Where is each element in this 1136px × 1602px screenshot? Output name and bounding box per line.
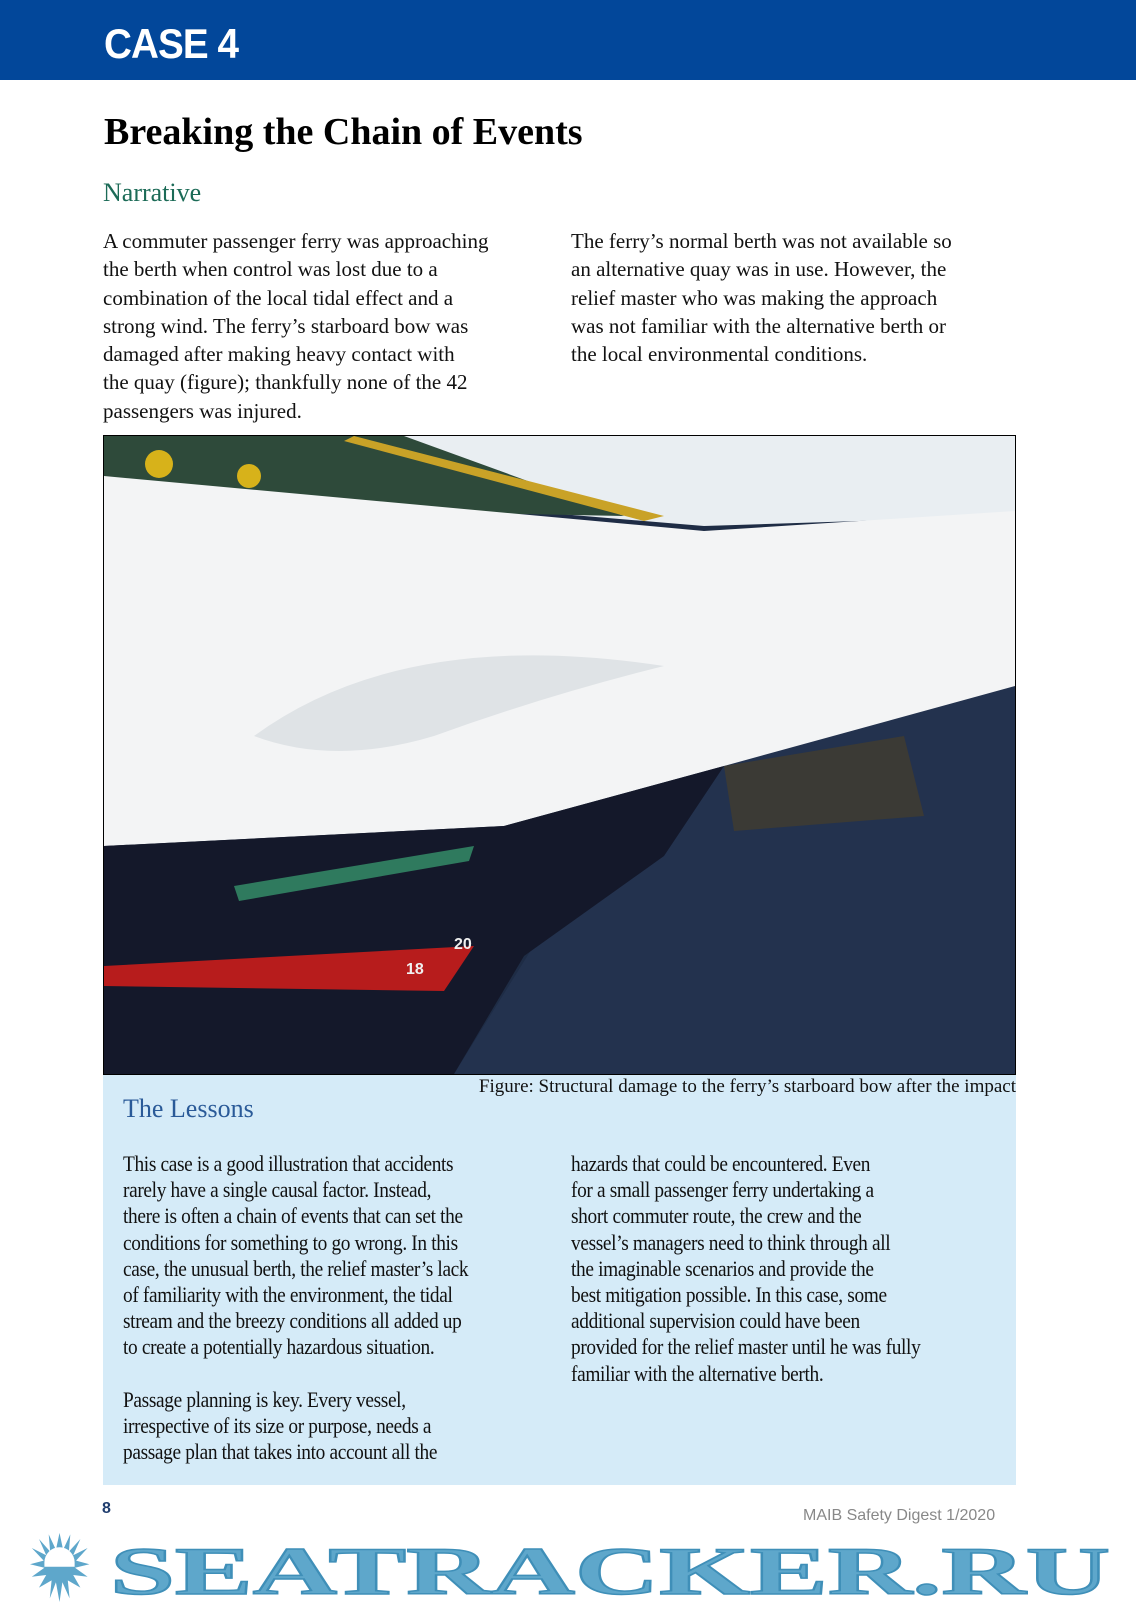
- text-line: familiar with the alternative berth.: [571, 1360, 824, 1386]
- ferry-bow-damage-photo: [103, 435, 1016, 1075]
- figure-caption: Figure: Structural damage to the ferry’s starboard bow after the impact: [478, 1076, 1016, 1097]
- text-line: relief master who was making the approach: [571, 285, 938, 310]
- text-line: strong wind. The ferry’s starboard bow was: [103, 313, 469, 338]
- text-line: A commuter passenger ferry was approaching: [103, 229, 489, 253]
- lessons-column-1: [123, 1151, 468, 1465]
- text-line: an alternative quay was in use. However, the: [571, 257, 947, 282]
- text-line: additional supervision could have been: [571, 1308, 860, 1334]
- text-line: the local environmental conditions.: [571, 342, 868, 367]
- text-line: of familiarity with the environment, the tidal: [123, 1282, 453, 1308]
- text-line: there is often a chain of events that can set the: [123, 1203, 463, 1229]
- narrative-column-2: [571, 227, 952, 368]
- lessons-heading: The Lessons: [123, 1094, 254, 1123]
- narrative-column-1: [103, 227, 488, 425]
- text-line: The ferry’s normal berth was not available so: [571, 229, 952, 253]
- text-line: the imaginable scenarios and provide the: [571, 1255, 874, 1281]
- narrative-heading: Narrative: [103, 178, 202, 207]
- text-line: short commuter route, the crew and the: [571, 1203, 862, 1229]
- text-line: case, the unusual berth, the relief master’s lack: [123, 1255, 469, 1281]
- lessons-column-2: [571, 1151, 920, 1387]
- text-line: was not familiar with the alternative berth or: [571, 313, 946, 338]
- article-title: Breaking the Chain of Events: [104, 111, 583, 153]
- page-number: 8: [102, 1500, 111, 1517]
- draft-mark-18: 18: [406, 961, 424, 978]
- text-line: stream and the breezy conditions all added up: [123, 1308, 462, 1334]
- text-line: rarely have a single causal factor. Instead,: [123, 1177, 432, 1203]
- text-line: conditions for something to go wrong. In this: [123, 1229, 458, 1255]
- seatracker-watermark: [0, 1530, 1136, 1602]
- text-line: best mitigation possible. In this case, some: [571, 1282, 887, 1308]
- text-line: passage plan that takes into account all the: [123, 1439, 438, 1465]
- text-line: vessel’s managers need to think through all: [571, 1229, 891, 1255]
- text-line: for a small passenger ferry undertaking a: [571, 1177, 874, 1203]
- text-line: combination of the local tidal effect and a: [103, 285, 454, 310]
- publication-name: MAIB Safety Digest 1/2020: [803, 1507, 996, 1524]
- watermark-text: SEATRACKER.RU: [110, 1533, 1110, 1602]
- text-line: This case is a good illustration that accidents: [123, 1151, 454, 1176]
- text-line: to create a potentially hazardous situation.: [123, 1334, 435, 1360]
- text-line: damaged after making heavy contact with: [103, 342, 455, 367]
- text-line: irrespective of its size or purpose, needs a: [123, 1413, 432, 1439]
- text-line: provided for the relief master until he was fully: [571, 1334, 921, 1360]
- draft-mark-20: 20: [454, 936, 472, 953]
- text-line: the quay (figure); thankfully none of the 42: [103, 370, 468, 395]
- case-header-bar: [0, 0, 1136, 80]
- text-line: Passage planning is key. Every vessel,: [123, 1386, 406, 1412]
- paragraph-gap: [123, 1361, 468, 1387]
- sun-star-icon: [30, 1533, 89, 1602]
- text-line: the berth when control was lost due to a: [103, 257, 438, 282]
- text-line: passengers was injured.: [103, 398, 302, 423]
- text-line: hazards that could be encountered. Even: [571, 1151, 871, 1176]
- case-label: CASE 4: [104, 20, 239, 67]
